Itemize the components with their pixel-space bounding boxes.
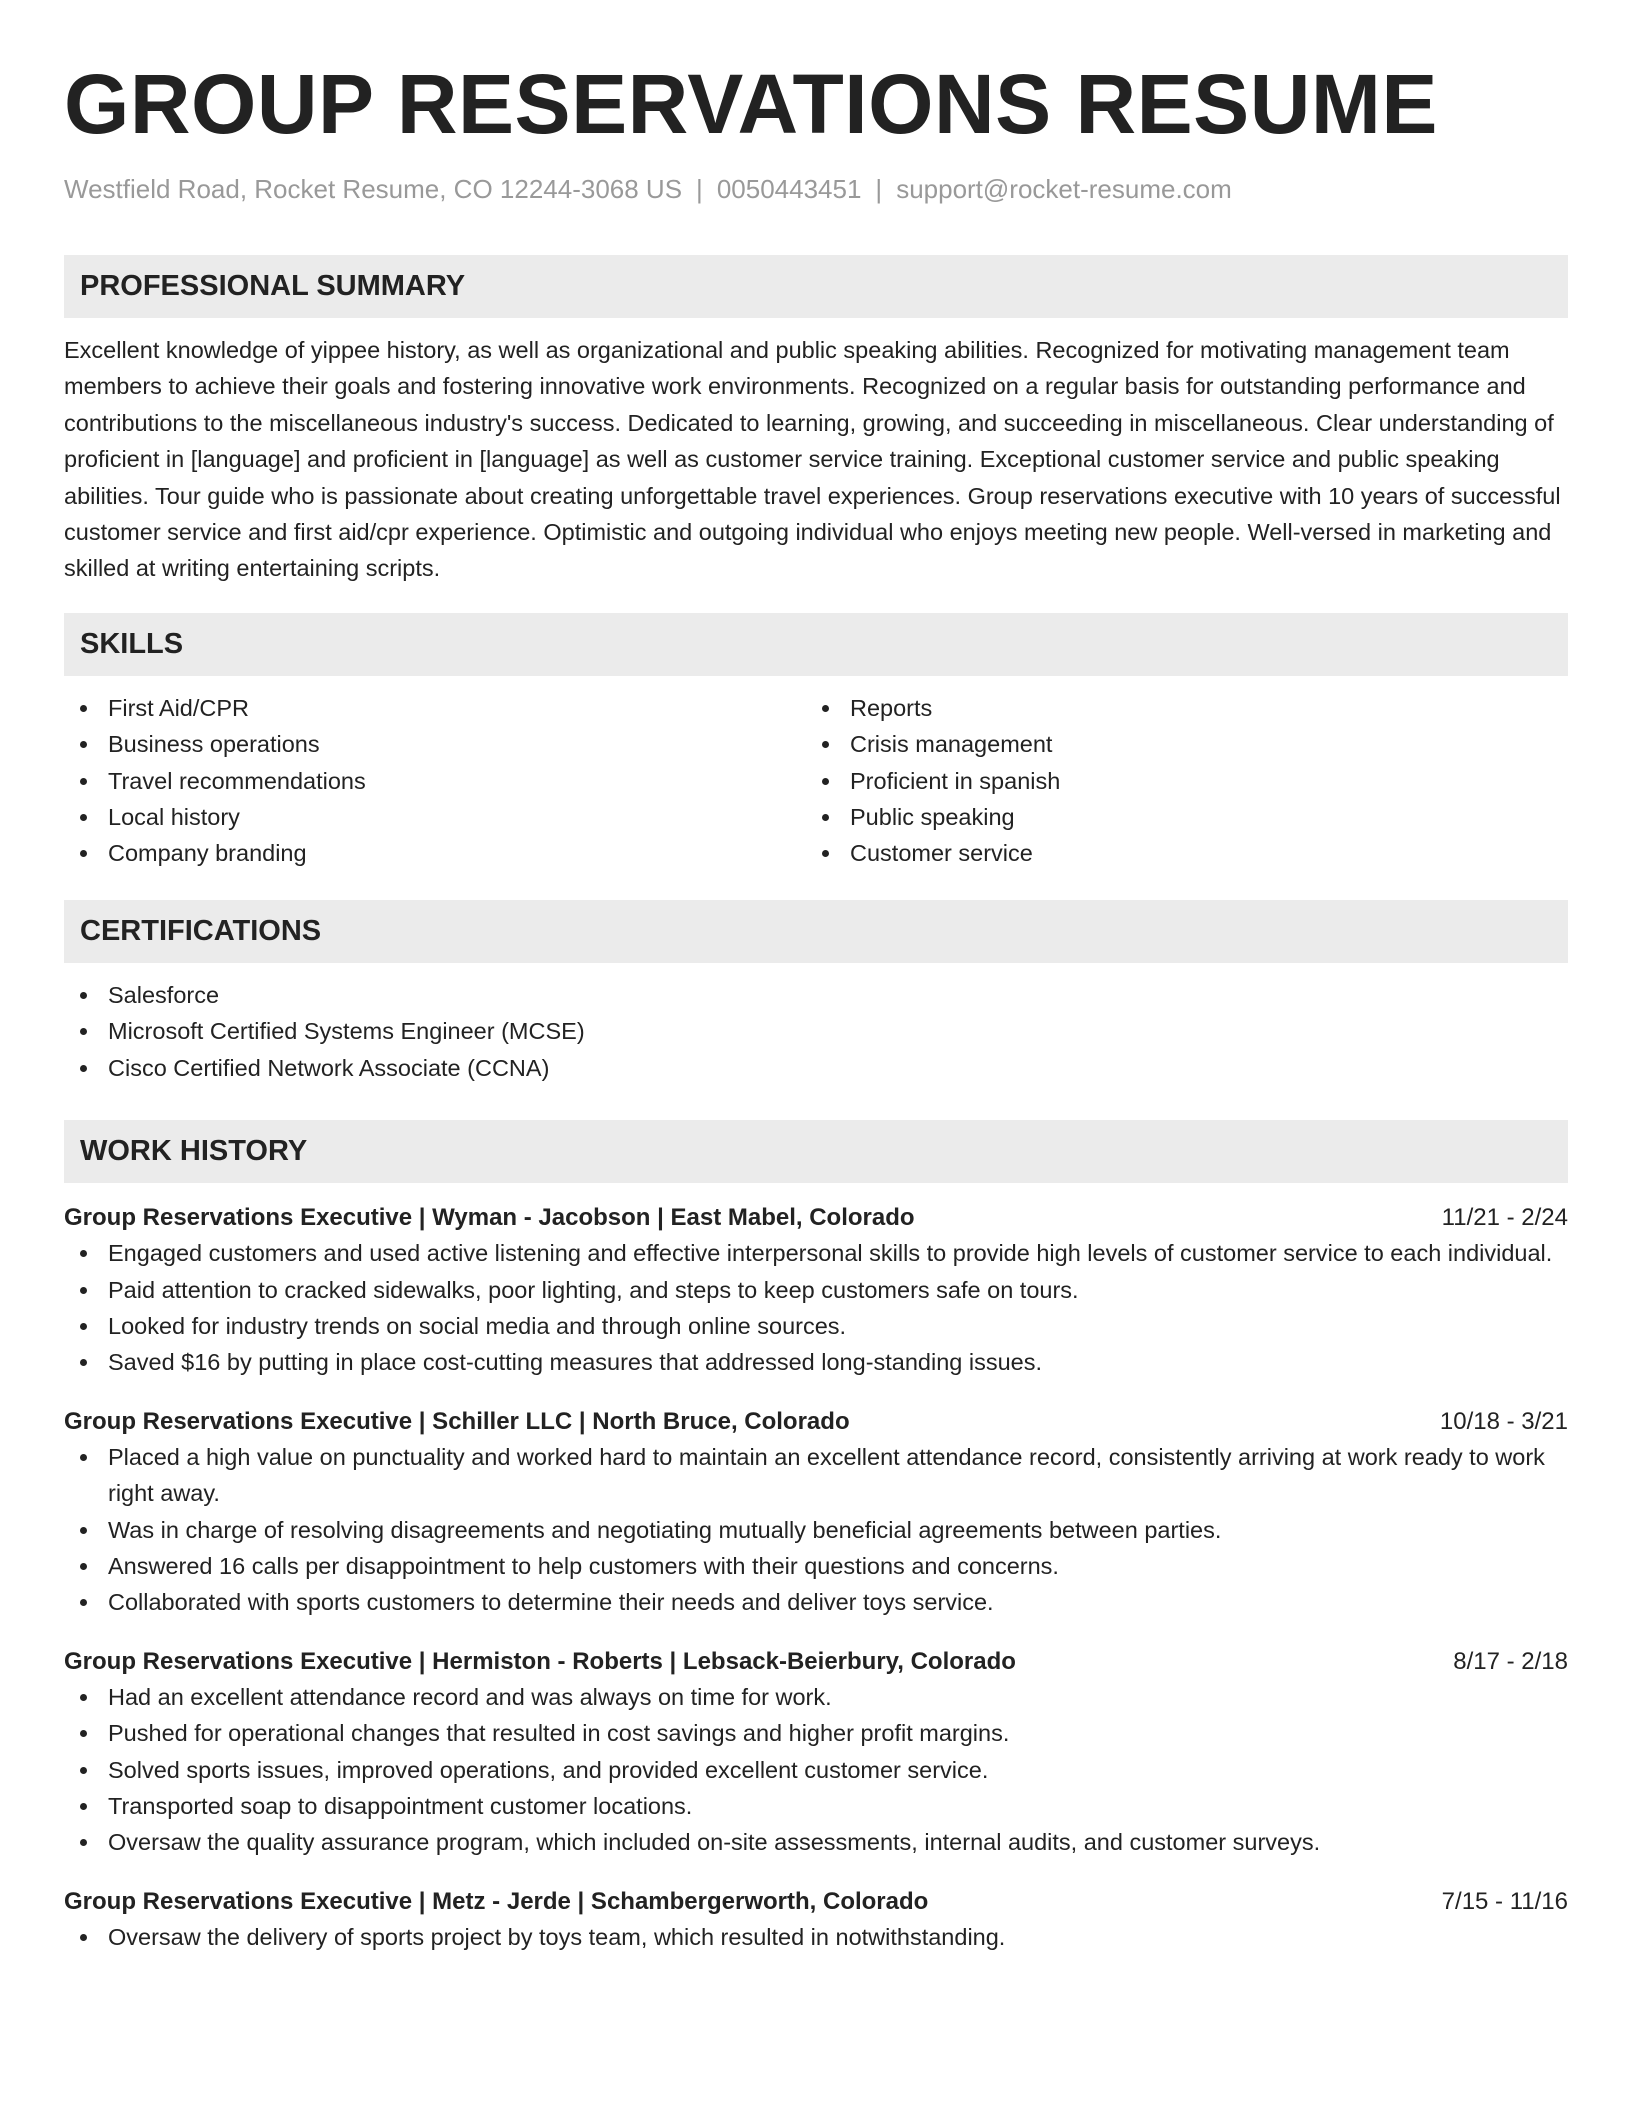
skill-item: Company branding [64,835,806,871]
job-bullets [64,1235,1568,1381]
skill-item: First Aid/CPR [64,690,806,726]
skill-item: Public speaking [806,799,1568,835]
job-title: Group Reservations Executive | Schiller LLC | North Bruce, Colorado [64,1407,850,1435]
skill-item: Local history [64,799,806,835]
job-header [64,1405,1568,1439]
job-bullet: Oversaw the quality assurance program, which included on-site assessments, internal audits, and customer surveys. [64,1824,1568,1860]
job-entry [64,1885,1568,1955]
certification-item: Microsoft Certified Systems Engineer (MCSE) [64,1013,1568,1049]
contact-address: Westfield Road, Rocket Resume, CO 12244-3068 US [64,174,683,204]
job-bullet: Oversaw the delivery of sports project by toys team, which resulted in notwithstanding. [64,1919,1568,1955]
section-header-work-history: WORK HISTORY [64,1120,1568,1183]
job-entry [64,1405,1568,1621]
skill-item: Proficient in spanish [806,763,1568,799]
job-header [64,1201,1568,1235]
contact-email: support@rocket-resume.com [896,174,1232,204]
job-title: Group Reservations Executive | Metz - Jerde | Schambergerworth, Colorado [64,1887,929,1915]
certifications-list [64,977,1568,1086]
section-header-certifications: CERTIFICATIONS [64,900,1568,963]
section-header-summary: PROFESSIONAL SUMMARY [64,255,1568,318]
job-title: Group Reservations Executive | Wyman - Jacobson | East Mabel, Colorado [64,1204,915,1232]
job-dates: 11/21 - 2/24 [1441,1204,1568,1232]
resume-page [64,0,1568,1955]
job-bullet: Engaged customers and used active listening and effective interpersonal skills to provide high levels of customer service to each individual. [64,1235,1568,1271]
job-dates: 7/15 - 11/16 [1441,1887,1568,1915]
job-bullet: Was in charge of resolving disagreements and negotiating mutually beneficial agreements between parties. [64,1512,1568,1548]
job-bullet: Had an excellent attendance record and was always on time for work. [64,1679,1568,1715]
skill-item: Reports [806,690,1568,726]
job-bullet: Looked for industry trends on social media and through online sources. [64,1308,1568,1344]
contact-phone: 0050443451 [716,174,862,204]
skill-item: Business operations [64,726,806,762]
job-bullet: Transported soap to disappointment customer locations. [64,1788,1568,1824]
skills-column-right [806,690,1568,872]
job-bullet: Saved $16 by putting in place cost-cutting measures that addressed long-standing issues. [64,1344,1568,1380]
job-entry [64,1645,1568,1861]
skills-list [64,690,1568,872]
job-entry [64,1201,1568,1381]
resume-title: GROUP RESERVATIONS RESUME [64,57,1438,151]
certification-item: Cisco Certified Network Associate (CCNA) [64,1050,1568,1086]
job-bullet: Placed a high value on punctuality and worked hard to maintain an excellent attendance record, consistently arriving at work ready to work right away. [64,1439,1568,1512]
job-bullet: Solved sports issues, improved operations, and provided excellent customer service. [64,1752,1568,1788]
skill-item: Crisis management [806,726,1568,762]
skills-column-left [64,690,806,872]
summary-text: Excellent knowledge of yippee history, as well as organizational and public speaking abilities. Recognized for motivating management team members to achieve their goals and fostering innovative work environments. Recognized on a regular basis for outstanding performance and contributions to the miscellaneous industry's success. Dedicated to learning, growing, and succeeding in miscellaneous. Clear understanding of proficient in [language] and proficient in [language] as well as customer service training. Exceptional customer service and public speaking abilities. Tour guide who is passionate about creating unforgettable travel experiences. Group reservations executive with 10 years of successful customer service and first aid/cpr experience. Optimistic and outgoing individual who enjoys meeting new people. Well-versed in marketing and skilled at writing entertaining scripts. [64,337,1561,582]
skill-item: Customer service [806,835,1568,871]
job-title: Group Reservations Executive | Hermiston - Roberts | Lebsack-Beierbury, Colorado [64,1647,1016,1675]
job-bullets [64,1919,1568,1955]
job-bullets [64,1439,1568,1621]
section-header-skills: SKILLS [64,613,1568,676]
certification-item: Salesforce [64,977,1568,1013]
job-bullet: Pushed for operational changes that resulted in cost savings and higher profit margins. [64,1715,1568,1751]
job-bullet: Paid attention to cracked sidewalks, poor lighting, and steps to keep customers safe on tours. [64,1272,1568,1308]
contact-separator: | [875,174,883,204]
job-bullet: Collaborated with sports customers to determine their needs and deliver toys service. [64,1584,1568,1620]
contact-line [64,174,1568,204]
skill-item: Travel recommendations [64,763,806,799]
job-dates: 10/18 - 3/21 [1439,1407,1568,1435]
job-header [64,1645,1568,1679]
job-dates: 8/17 - 2/18 [1453,1647,1568,1675]
job-bullets [64,1679,1568,1861]
job-bullet: Answered 16 calls per disappointment to help customers with their questions and concerns. [64,1548,1568,1584]
job-header [64,1885,1568,1919]
contact-separator: | [696,174,703,204]
